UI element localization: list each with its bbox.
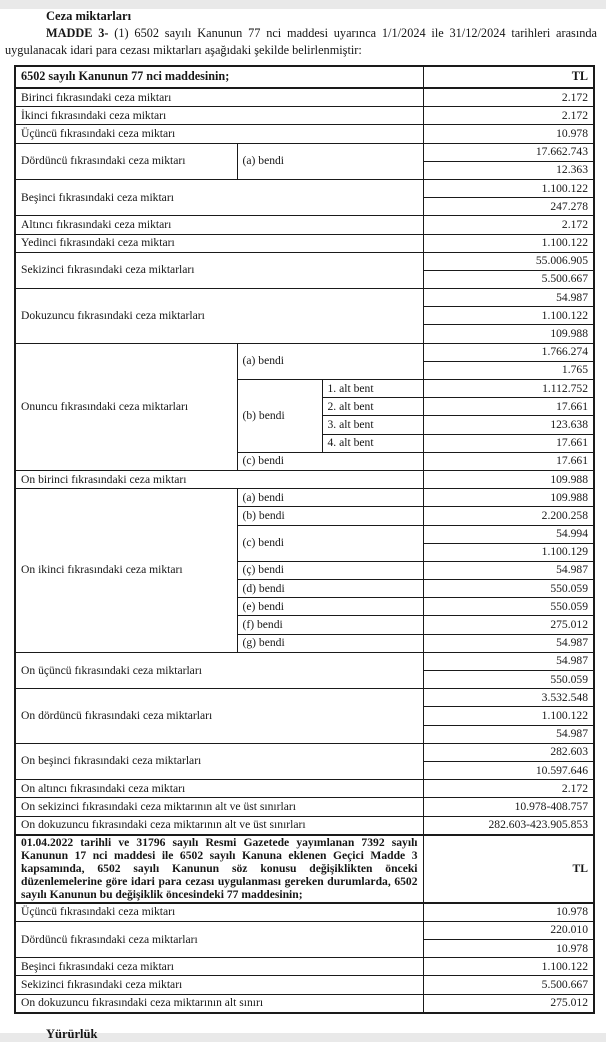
table-row (15, 343, 594, 361)
label-cell: Onuncu fıkrasındaki ceza miktarları (15, 343, 237, 470)
label-cell: Üçüncü fıkrasındaki ceza miktarı (15, 903, 423, 922)
label-cell: On üçüncü fıkrasındaki ceza miktarları (15, 652, 423, 688)
amount-cell: 275.012 (423, 616, 594, 634)
document-page (0, 9, 606, 1041)
amount-cell: 282.603 (423, 743, 594, 761)
amount-cell: 1.100.129 (423, 543, 594, 561)
amount-cell: 1.100.122 (423, 307, 594, 325)
table-row (15, 921, 594, 939)
label-cell: On beşinci fıkrasındaki ceza miktarları (15, 743, 423, 779)
table-header-unit: TL (423, 66, 594, 88)
label-cell: (g) bendi (237, 634, 423, 652)
amount-cell: 247.278 (423, 198, 594, 216)
label-cell: On dokuzuncu fıkrasındaki ceza miktarının alt ve üst sınırları (15, 816, 423, 835)
label-cell: (c) bendi (237, 452, 423, 470)
amount-cell: 123.638 (423, 416, 594, 434)
label-cell: On ikinci fıkrasındaki ceza miktarı (15, 489, 237, 653)
label-cell: Dördüncü fıkrasındaki ceza miktarları (15, 921, 423, 957)
amount-cell: 55.006.905 (423, 252, 594, 270)
label-cell: On dördüncü fıkrasındaki ceza miktarları (15, 689, 423, 744)
label-cell: (f) bendi (237, 616, 423, 634)
intro-article-label: MADDE 3- (46, 26, 109, 40)
amount-cell: 5.500.667 (423, 976, 594, 994)
table-header-label: 6502 sayılı Kanunun 77 nci maddesinin; (15, 66, 423, 88)
table-row (15, 835, 594, 903)
amount-cell: 109.988 (423, 325, 594, 343)
table-row (15, 689, 594, 707)
table-row (15, 470, 594, 488)
label-cell: İkinci fıkrasındaki ceza miktarı (15, 107, 423, 125)
amount-cell: 1.100.122 (423, 707, 594, 725)
penalty-table (14, 65, 595, 1014)
amount-cell: 5.500.667 (423, 270, 594, 288)
amount-cell: 1.766.274 (423, 343, 594, 361)
table-row (15, 107, 594, 125)
label-cell: 3. alt bent (322, 416, 423, 434)
table-row (15, 289, 594, 307)
label-cell: On dokuzuncu fıkrasındaki ceza miktarının alt sınırı (15, 994, 423, 1013)
table-row (15, 994, 594, 1013)
amount-cell: 550.059 (423, 598, 594, 616)
amount-cell: 282.603-423.905.853 (423, 816, 594, 835)
amount-cell: 2.172 (423, 780, 594, 798)
amount-cell: 2.200.258 (423, 507, 594, 525)
label-cell: (b) bendi (237, 380, 322, 453)
amount-cell: 2.172 (423, 88, 594, 107)
label-cell: (e) bendi (237, 598, 423, 616)
amount-cell: 1.100.122 (423, 234, 594, 252)
amount-cell: 1.100.122 (423, 958, 594, 976)
label-cell: Üçüncü fıkrasındaki ceza miktarı (15, 125, 423, 143)
label-cell: (a) bendi (237, 143, 423, 179)
table-row (15, 252, 594, 270)
table-row (15, 903, 594, 922)
table-row (15, 816, 594, 835)
label-cell: Dördüncü fıkrasındaki ceza miktarı (15, 143, 237, 179)
intro-text: (1) 6502 sayılı Kanunun 77 nci maddesi uyarınca 1/1/2024 ile 31/12/2024 tarihleri arasında uygulanacak idari para cezası miktarları aşağıdaki şekilde belirlenmiştir: (5, 26, 598, 57)
amount-cell: 3.532.548 (423, 689, 594, 707)
label-cell: (b) bendi (237, 507, 423, 525)
amount-cell: 17.661 (423, 434, 594, 452)
label-cell: Yedinci fıkrasındaki ceza miktarı (15, 234, 423, 252)
table-row (15, 976, 594, 994)
amount-cell: 54.987 (423, 561, 594, 579)
table-row (15, 798, 594, 816)
amount-cell: 10.978-408.757 (423, 798, 594, 816)
amount-cell: 109.988 (423, 470, 594, 488)
label-cell: (d) bendi (237, 580, 423, 598)
amount-cell: 550.059 (423, 671, 594, 689)
table-row (15, 125, 594, 143)
label-cell: Sekizinci fıkrasındaki ceza miktarları (15, 252, 423, 288)
section-unit-cell: TL (423, 835, 594, 903)
label-cell: (a) bendi (237, 343, 423, 379)
label-cell: Birinci fıkrasındaki ceza miktarı (15, 88, 423, 107)
label-cell: On sekizinci fıkrasındaki ceza miktarının alt ve üst sınırları (15, 798, 423, 816)
label-cell: Altıncı fıkrasındaki ceza miktarı (15, 216, 423, 234)
label-cell: Dokuzuncu fıkrasındaki ceza miktarları (15, 289, 423, 344)
amount-cell: 17.661 (423, 398, 594, 416)
table-row (15, 143, 594, 161)
amount-cell: 54.987 (423, 634, 594, 652)
amount-cell: 10.978 (423, 125, 594, 143)
label-cell: Sekizinci fıkrasındaki ceza miktarı (15, 976, 423, 994)
amount-cell: 1.112.752 (423, 380, 594, 398)
amount-cell: 54.987 (423, 652, 594, 670)
label-cell: (c) bendi (237, 525, 423, 561)
document-heading: Ceza miktarları (46, 9, 132, 23)
label-cell: Beşinci fıkrasındaki ceza miktarı (15, 179, 423, 215)
table-row (15, 216, 594, 234)
section-intro-cell: 01.04.2022 tarihli ve 31796 sayılı Resmi Gazetede yayımlanan 7392 sayılı Kanunun 17 nci maddesi ile 6502 sayılı Kanuna eklenen Geçici Madde 3 kapsamında, 6502 sayılı Kanunun söz konusu değişiklikten önceki düzenlemelerine göre idari para cezası uygulanması gereken durumlarda, 6502 sayılı Kanunun bu değişiklik öncesindeki 77 maddesinin; (15, 835, 423, 903)
amount-cell: 10.978 (423, 940, 594, 958)
penalty-table-body (15, 66, 594, 1013)
table-row (15, 88, 594, 107)
table-row (15, 743, 594, 761)
table-row (15, 780, 594, 798)
amount-cell: 275.012 (423, 994, 594, 1013)
amount-cell: 54.994 (423, 525, 594, 543)
amount-cell: 10.597.646 (423, 761, 594, 779)
amount-cell: 2.172 (423, 216, 594, 234)
label-cell: On altıncı fıkrasındaki ceza miktarı (15, 780, 423, 798)
label-cell: 2. alt bent (322, 398, 423, 416)
table-row (15, 489, 594, 507)
label-cell: 1. alt bent (322, 380, 423, 398)
label-cell: (a) bendi (237, 489, 423, 507)
label-cell: Beşinci fıkrasındaki ceza miktarı (15, 958, 423, 976)
table-row (15, 958, 594, 976)
label-cell: 4. alt bent (322, 434, 423, 452)
amount-cell: 220.010 (423, 921, 594, 939)
table-row (15, 179, 594, 197)
label-cell: On birinci fıkrasındaki ceza miktarı (15, 470, 423, 488)
amount-cell: 17.662.743 (423, 143, 594, 161)
clipped-footer-heading: Yürürlük (46, 1027, 98, 1041)
intro-paragraph (5, 25, 597, 58)
amount-cell: 1.100.122 (423, 179, 594, 197)
table-row (15, 66, 594, 88)
amount-cell: 109.988 (423, 489, 594, 507)
amount-cell: 54.987 (423, 289, 594, 307)
label-cell: (ç) bendi (237, 561, 423, 579)
amount-cell: 54.987 (423, 725, 594, 743)
amount-cell: 550.059 (423, 580, 594, 598)
table-row (15, 234, 594, 252)
amount-cell: 1.765 (423, 361, 594, 379)
amount-cell: 17.661 (423, 452, 594, 470)
amount-cell: 2.172 (423, 107, 594, 125)
table-row (15, 652, 594, 670)
amount-cell: 10.978 (423, 903, 594, 922)
amount-cell: 12.363 (423, 161, 594, 179)
